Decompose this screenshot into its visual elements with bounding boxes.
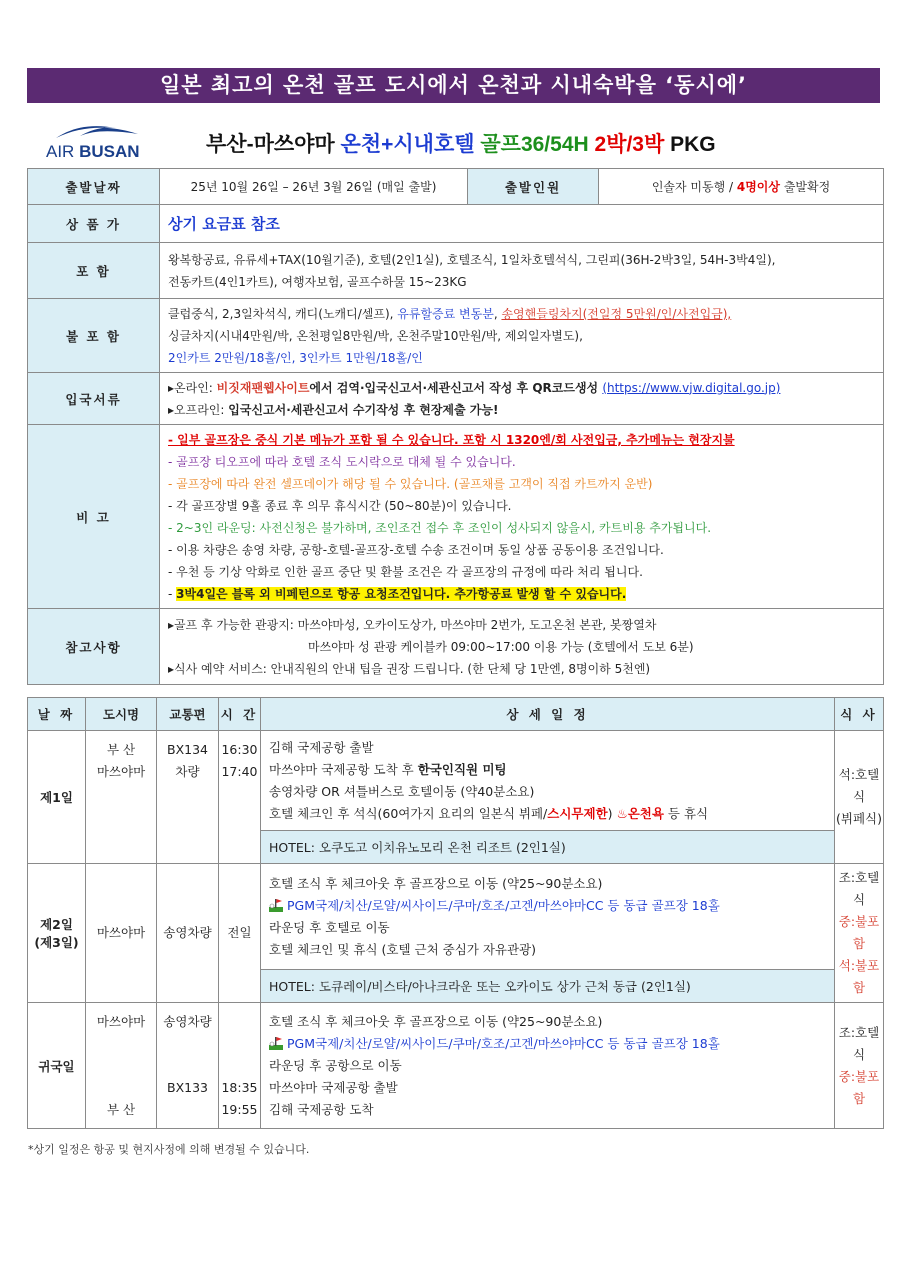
day3-row [28, 1003, 884, 1129]
golf-courses: PGM국제/치산/로얄/씨사이드/쿠마/호조/고겐/마쓰야마CC 등 동급 골프장 18홀 [287, 1035, 720, 1051]
detail-text: 마쓰야마 국제공항 도착 후 [269, 761, 418, 777]
golf-icon [269, 898, 283, 912]
separator: , [493, 306, 502, 321]
include-value [160, 243, 884, 299]
detail-text: ) [607, 805, 617, 821]
arrive-time: 19:55 [221, 1102, 258, 1117]
ref-label: 참고사항 [28, 609, 160, 685]
info-table [27, 168, 884, 685]
price-label: 상 품 가 [28, 205, 160, 243]
detail-line: 마쓰야마 국제공항 출발 [269, 1079, 398, 1095]
notes-value [160, 425, 884, 609]
pax-min: 4명이상 [736, 179, 780, 194]
departure-pax-value [599, 169, 884, 205]
docs-row [28, 373, 884, 425]
day1-detail [261, 731, 835, 831]
vehicle: 차량 [175, 764, 200, 779]
detail-text: 호텔 체크인 후 석식(60여가지 요리의 일본식 뷔페/ [269, 805, 548, 821]
exclude-line [168, 303, 875, 325]
title-banner: 일본 최고의 온천 골프 도시에서 온천과 시내숙박을 ‘동시에’ [27, 68, 880, 103]
detail-line [269, 803, 826, 825]
header-transport: 교통편 [157, 698, 219, 731]
day2-meal [835, 864, 884, 1003]
note-item [168, 583, 875, 605]
logo-air-text: AIR [46, 142, 75, 161]
day2-hotel: HOTEL: 도큐레이/비스타/아나크라운 또는 오카이도 상가 근처 동급 (2인1실) [261, 970, 835, 1003]
headline-pkg: PKG [670, 133, 716, 156]
city-busan: 부 산 [106, 1102, 136, 1117]
fuel-surcharge: 유류할증료 변동분 [397, 306, 494, 321]
include-label: 포 함 [28, 243, 160, 299]
day2-label [28, 864, 86, 1003]
bird-icon [54, 122, 140, 142]
day3-detail [261, 1003, 835, 1129]
flight-bx134: BX134 [167, 742, 208, 757]
day1-time [219, 731, 261, 864]
day2-label-alt: (제3일) [34, 935, 79, 950]
departure-date-label: 출발날짜 [28, 169, 160, 205]
day1-row [28, 731, 884, 831]
docs-offline-label: ▸오프라인: [168, 402, 229, 417]
include-line: 왕복항공료, 유류세+TAX(10월기준), 호텔(2인1실), 호텔조식, 1일차호텔석식, 그린피(36H-2박3일, 54H-3박4일), [168, 252, 776, 267]
day1-meal [835, 731, 884, 864]
departure-date-value: 25년 10월 26일 – 26년 3월 26일 (매일 출발) [160, 169, 468, 205]
day2-detail [261, 864, 835, 970]
detail-line: 김해 국제공항 도착 [269, 1101, 374, 1117]
header-city: 도시명 [86, 698, 157, 731]
day2-label-main: 제2일 [40, 917, 73, 932]
product-headline [206, 128, 716, 158]
meal-dinner: 석:불포함 [838, 958, 880, 995]
day3-label: 귀국일 [28, 1003, 86, 1129]
docs-online-text: 에서 검역·입국신고서·세관신고서 작성 후 QR코드생성 [309, 380, 603, 395]
docs-offline-text: 입국신고서·세관신고서 수기작성 후 현장제출 가능! [228, 402, 499, 417]
day3-city [86, 1003, 157, 1129]
ref-value [160, 609, 884, 685]
day1-label: 제1일 [28, 731, 86, 864]
docs-online [168, 377, 875, 399]
header-meal: 식 사 [835, 698, 884, 731]
detail-line: 호텔 조식 후 체크아웃 후 골프장으로 이동 (약25~90분소요) [269, 875, 603, 891]
detail-line: 송영차량 OR 셔틀버스로 호텔이동 (약40분소요) [269, 783, 535, 799]
spacer [157, 1033, 218, 1077]
day3-transport [157, 1003, 219, 1129]
flight-bx133: BX133 [167, 1080, 208, 1095]
price-value: 상기 요금표 참조 [160, 205, 884, 243]
schedule-header-row [28, 698, 884, 731]
day2-transport: 송영차량 [157, 864, 219, 1003]
include-line: 전동카트(4인1카트), 여행자보험, 골프수하물 15~23KG [168, 274, 467, 289]
detail-line [269, 759, 826, 781]
exclude-label: 불 포 함 [28, 299, 160, 373]
day3-meal [835, 1003, 884, 1129]
note-item: - 우천 등 기상 악화로 인한 골프 중단 및 환불 조건은 각 골프장의 규정에 따라 처리 됩니다. [168, 564, 643, 579]
detail-line [269, 895, 826, 917]
depart-time: 18:35 [221, 1080, 258, 1095]
logo-busan-text: BUSAN [79, 142, 140, 161]
meal-breakfast: 조:호텔식 [838, 1024, 880, 1062]
air-busan-logo [46, 122, 146, 162]
golf-icon [269, 1036, 283, 1050]
detail-text: 등 휴식 [663, 805, 709, 821]
detail-line: 라운딩 후 공항으로 이동 [269, 1057, 402, 1073]
detail-line: 호텔 조식 후 체크아웃 후 골프장으로 이동 (약25~90분소요) [269, 1013, 603, 1029]
spacer [86, 1033, 156, 1099]
handling-charge: 송영핸들링차지(전일정 5만원/인/사전입금), [501, 306, 732, 321]
ref-row [28, 609, 884, 685]
note-item: - 일부 골프장은 중식 기본 메뉴가 포함 될 수 있습니다. 포함 시 1320엔/회 사전입금, 추가메뉴는 현장지불 [168, 432, 735, 447]
price-row [28, 205, 884, 243]
detail-line: 라운딩 후 호텔로 이동 [269, 919, 390, 935]
sushi-unlimited: 스시무제한 [547, 805, 608, 821]
detail-line: 호텔 체크인 및 휴식 (호텔 근처 중심가 자유관광) [269, 941, 536, 957]
day2-time: 전일 [219, 864, 261, 1003]
meal-lunch: 중:불포함 [838, 914, 880, 951]
meal-dinner: 석:호텔식 [838, 767, 880, 804]
staff-meeting: 한국인직원 미팅 [417, 761, 507, 777]
note-item: - 이용 차량은 송영 차량, 공항-호텔-골프장-호텔 수송 조건이며 동일 상품 공동이용 조건입니다. [168, 542, 664, 557]
ref-line: ▸골프 후 가능한 관광지: 마쓰야마성, 오카이도상가, 마쓰야마 2번가, 도고온천 본관, 봇짱열차 [168, 617, 657, 632]
meal-buffet: (뷔페식) [836, 811, 882, 826]
note-item: - 골프장 티오프에 따라 호텔 조식 도시락으로 대체 될 수 있습니다. [168, 454, 516, 469]
note-item: - 각 골프장별 9홀 종료 후 의무 휴식시간 (50~80분)이 있습니다. [168, 498, 512, 513]
docs-online-label: ▸온라인: [168, 380, 217, 395]
headline-nights: 2박/3박 [594, 133, 671, 156]
hot-spring-icon: ♨온천욕 [616, 805, 664, 821]
departure-pax-label: 출발인원 [468, 169, 599, 205]
city-matsuyama: 마쓰야마 [96, 1014, 146, 1029]
day1-transport [157, 731, 219, 864]
note-dash: - [168, 586, 177, 601]
header-date: 날 짜 [28, 698, 86, 731]
notes-label: 비 고 [28, 425, 160, 609]
spacer [219, 1011, 260, 1077]
pax-confirm: 출발확정 [780, 179, 831, 194]
exclude-line: 싱글차지(시내4만원/박, 온천평일8만원/박, 온천주말10만원/박, 제외일자별도), [168, 328, 583, 343]
detail-line: 김해 국제공항 출발 [269, 739, 374, 755]
arrive-time: 17:40 [221, 764, 258, 779]
headline-golf: 골프36/54H [480, 133, 595, 156]
day2-row [28, 864, 884, 970]
include-row [28, 243, 884, 299]
note-item: - 골프장에 따라 완전 셀프데이가 해당 될 수 있습니다. (골프채를 고객이 직접 카트까지 운반) [168, 476, 653, 491]
day1-city [86, 731, 157, 864]
day2-city: 마쓰야마 [86, 864, 157, 1003]
headline-hotel: 온천+시내호텔 [340, 133, 481, 156]
pax-text: 인솔자 미동행 / [651, 179, 737, 194]
day1-hotel: HOTEL: 오쿠도고 이치유노모리 온천 리조트 (2인1실) [261, 831, 835, 864]
visit-japan-link: 비짓재팬웹사이트 [216, 380, 310, 395]
meal-lunch: 중:불포함 [838, 1068, 880, 1106]
departure-row [28, 169, 884, 205]
header-detail: 상 세 일 정 [261, 698, 835, 731]
ref-line: ▸식사 예약 서비스: 안내직원의 안내 팁을 권장 드립니다. (한 단체 당 1만엔, 8명이하 5천엔) [168, 661, 651, 676]
note-highlight: 3박4일은 블록 외 비페턴으로 항공 요청조건입니다. 추가항공료 발생 할 수 있습니다. [176, 586, 627, 601]
exclude-line: 2인카트 2만원/18홀/인, 3인카트 1만원/18홀/인 [168, 350, 423, 365]
vjw-url-link[interactable]: (https://www.vjw.digital.go.jp) [602, 380, 781, 395]
docs-value [160, 373, 884, 425]
headline-route: 부산-마쓰야마 [206, 133, 341, 156]
vehicle: 송영차량 [163, 1014, 212, 1029]
ref-line: 마쓰야마 성 관광 케이블카 09:00~17:00 이용 가능 (호텔에서 도보 6분) [308, 639, 694, 654]
schedule-table [27, 697, 884, 1129]
exclude-row [28, 299, 884, 373]
header-time: 시 간 [219, 698, 261, 731]
city-matsuyama: 마쓰야마 [96, 764, 146, 779]
depart-time: 16:30 [221, 742, 258, 757]
exclude-text: 클럽중식, 2,3일차석식, 캐디(노캐디/셀프), [168, 306, 398, 321]
detail-line [269, 1033, 826, 1055]
docs-offline [168, 399, 875, 421]
meal-breakfast: 조:호텔식 [838, 870, 880, 907]
city-busan: 부 산 [106, 742, 136, 757]
day3-time [219, 1003, 261, 1129]
note-item: - 2~3인 라운딩: 사전신청은 불가하며, 조인조건 접수 후 조인이 성사되지 않을시, 카트비용 추가됩니다. [168, 520, 712, 535]
docs-label: 입국서류 [28, 373, 160, 425]
exclude-value [160, 299, 884, 373]
golf-courses: PGM국제/치산/로얄/씨사이드/쿠마/호조/고겐/마쓰야마CC 등 동급 골프장 18홀 [287, 897, 720, 913]
footnote: *상기 일정은 항공 및 현지사정에 의해 변경될 수 있습니다. [28, 1143, 310, 1156]
notes-row [28, 425, 884, 609]
